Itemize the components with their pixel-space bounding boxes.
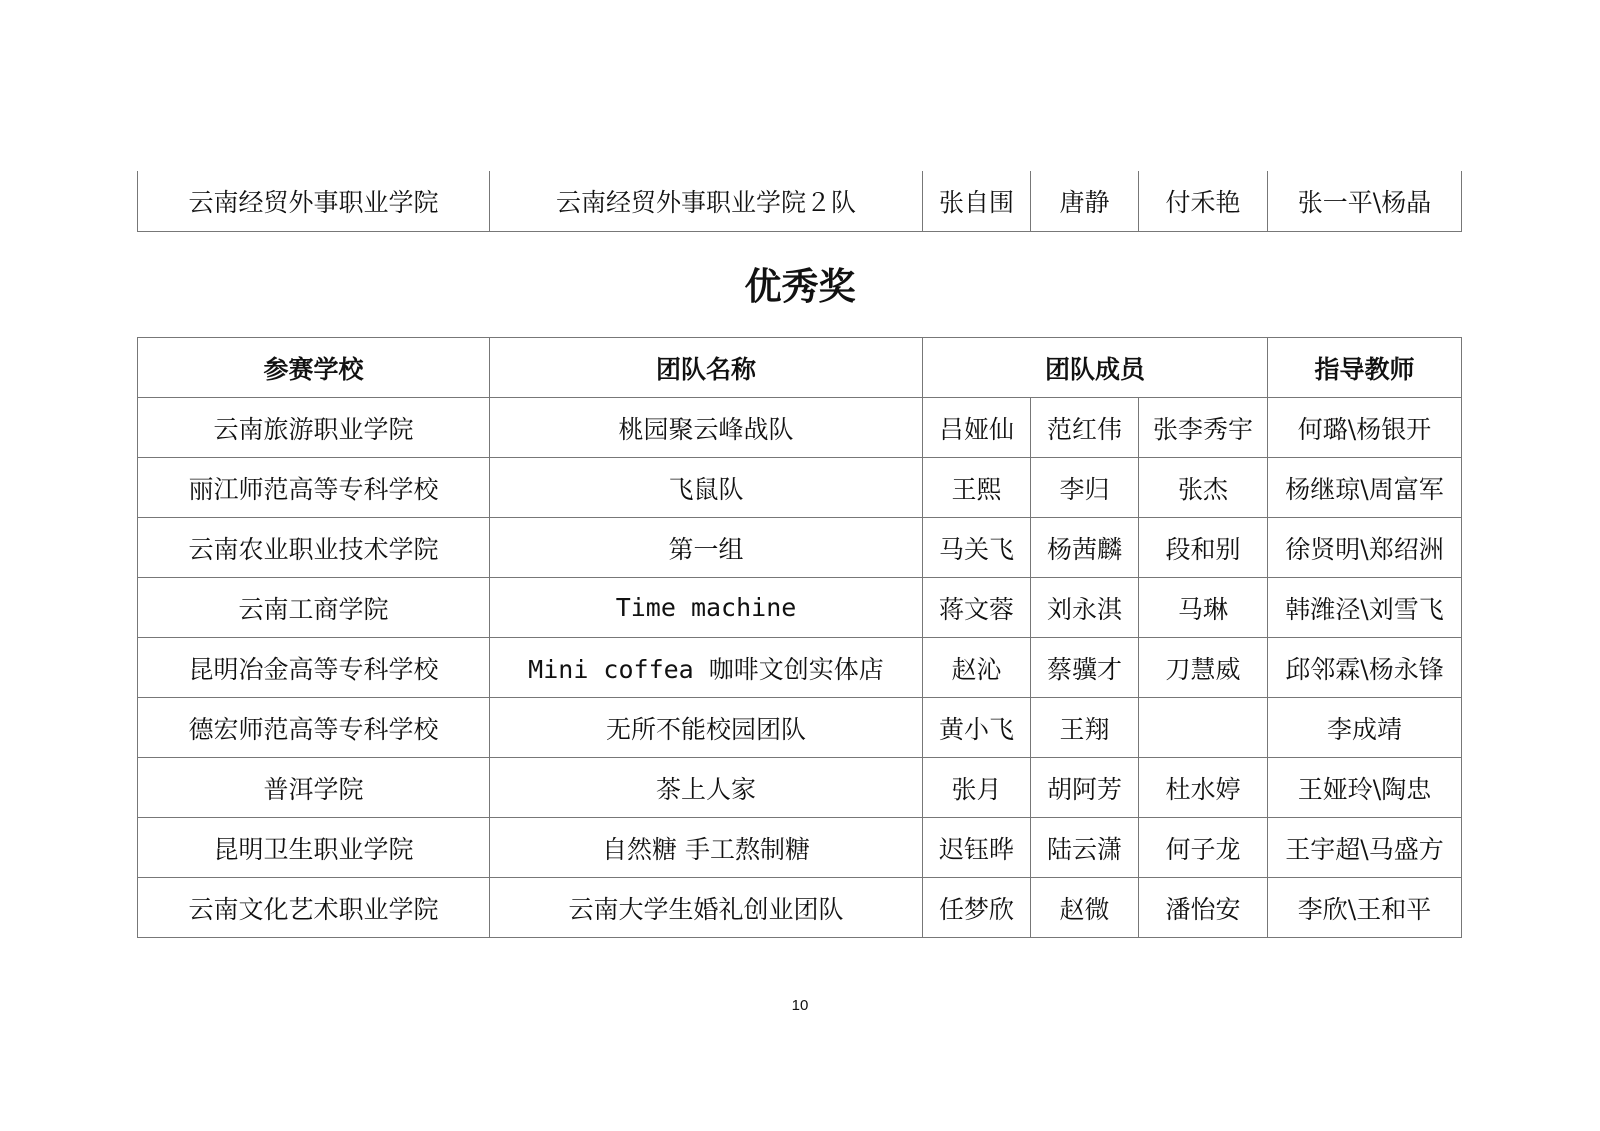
team-cell: 云南经贸外事职业学院２队 <box>490 171 923 231</box>
school-cell: 云南旅游职业学院 <box>138 398 490 458</box>
member-cell: 范红伟 <box>1031 398 1139 458</box>
advisor-cell: 王宇超\马盛方 <box>1268 818 1462 878</box>
member-cell: 王熙 <box>923 458 1031 518</box>
member-cell: 潘怡安 <box>1139 878 1268 938</box>
member-cell: 王翔 <box>1031 698 1139 758</box>
table-row <box>138 698 1462 758</box>
school-cell: 德宏师范高等专科学校 <box>138 698 490 758</box>
member-cell: 吕娅仙 <box>923 398 1031 458</box>
member-cell: 张杰 <box>1139 458 1268 518</box>
excellence-award-table <box>137 337 1462 938</box>
advisor-cell: 徐贤明\郑绍洲 <box>1268 518 1462 578</box>
member-cell: 迟钰晔 <box>923 818 1031 878</box>
member-cell: 张月 <box>923 758 1031 818</box>
member-cell: 杜水婷 <box>1139 758 1268 818</box>
header-team: 团队名称 <box>490 338 923 398</box>
table-row <box>138 878 1462 938</box>
advisor-cell: 李成靖 <box>1268 698 1462 758</box>
team-cell <box>490 638 923 698</box>
school-cell: 昆明卫生职业学院 <box>138 818 490 878</box>
member-cell: 张自围 <box>923 171 1031 231</box>
member-cell: 张李秀宇 <box>1139 398 1268 458</box>
advisor-cell: 李欣\王和平 <box>1268 878 1462 938</box>
team-cell: 茶上人家 <box>490 758 923 818</box>
member-cell: 任梦欣 <box>923 878 1031 938</box>
school-cell: 云南文化艺术职业学院 <box>138 878 490 938</box>
team-cell: 云南大学生婚礼创业团队 <box>490 878 923 938</box>
member-cell: 胡阿芳 <box>1031 758 1139 818</box>
school-cell: 普洱学院 <box>138 758 490 818</box>
team-name-latin: Mini coffea <box>528 654 709 684</box>
member-cell: 黄小飞 <box>923 698 1031 758</box>
team-name-chinese: 咖啡文创实体店 <box>708 654 884 684</box>
table-row <box>138 518 1462 578</box>
header-members: 团队成员 <box>923 338 1268 398</box>
advisor-cell: 邱邻霖\杨永锋 <box>1268 638 1462 698</box>
team-cell: 第一组 <box>490 518 923 578</box>
advisor-cell: 张一平\杨晶 <box>1268 171 1462 231</box>
table-row <box>138 578 1462 638</box>
school-cell: 云南经贸外事职业学院 <box>138 171 490 231</box>
member-cell: 蔡骥才 <box>1031 638 1139 698</box>
member-cell: 段和别 <box>1139 518 1268 578</box>
member-cell: 马琳 <box>1139 578 1268 638</box>
school-cell: 云南农业职业技术学院 <box>138 518 490 578</box>
team-cell: 无所不能校园团队 <box>490 698 923 758</box>
team-cell: 飞鼠队 <box>490 458 923 518</box>
header-row <box>138 338 1462 398</box>
member-cell: 唐静 <box>1031 171 1139 231</box>
table-row <box>138 171 1462 231</box>
member-cell: 陆云潇 <box>1031 818 1139 878</box>
page-number: 10 <box>791 997 809 1014</box>
member-cell: 何子龙 <box>1139 818 1268 878</box>
table-row <box>138 458 1462 518</box>
member-cell: 杨茜麟 <box>1031 518 1139 578</box>
table-row <box>138 818 1462 878</box>
member-cell: 付禾艳 <box>1139 171 1268 231</box>
member-cell: 李归 <box>1031 458 1139 518</box>
team-cell: 自然糖 手工熬制糖 <box>490 818 923 878</box>
member-cell <box>1139 698 1268 758</box>
header-advisors: 指导教师 <box>1268 338 1462 398</box>
team-cell: Time machine <box>490 578 923 638</box>
member-cell: 刀慧威 <box>1139 638 1268 698</box>
table-row <box>138 398 1462 458</box>
continued-awards-table <box>137 171 1462 232</box>
school-cell: 云南工商学院 <box>138 578 490 638</box>
advisor-cell: 王娅玲\陶忠 <box>1268 758 1462 818</box>
section-title: 优秀奖 <box>744 265 856 308</box>
member-cell: 刘永淇 <box>1031 578 1139 638</box>
advisor-cell: 何璐\杨银开 <box>1268 398 1462 458</box>
member-cell: 蒋文蓉 <box>923 578 1031 638</box>
table-row <box>138 638 1462 698</box>
member-cell: 马关飞 <box>923 518 1031 578</box>
member-cell: 赵沁 <box>923 638 1031 698</box>
advisor-cell: 韩潍泾\刘雪飞 <box>1268 578 1462 638</box>
team-cell: 桃园聚云峰战队 <box>490 398 923 458</box>
advisor-cell: 杨继琼\周富军 <box>1268 458 1462 518</box>
school-cell: 昆明冶金高等专科学校 <box>138 638 490 698</box>
header-school: 参赛学校 <box>138 338 490 398</box>
table-row <box>138 758 1462 818</box>
school-cell: 丽江师范高等专科学校 <box>138 458 490 518</box>
member-cell: 赵微 <box>1031 878 1139 938</box>
